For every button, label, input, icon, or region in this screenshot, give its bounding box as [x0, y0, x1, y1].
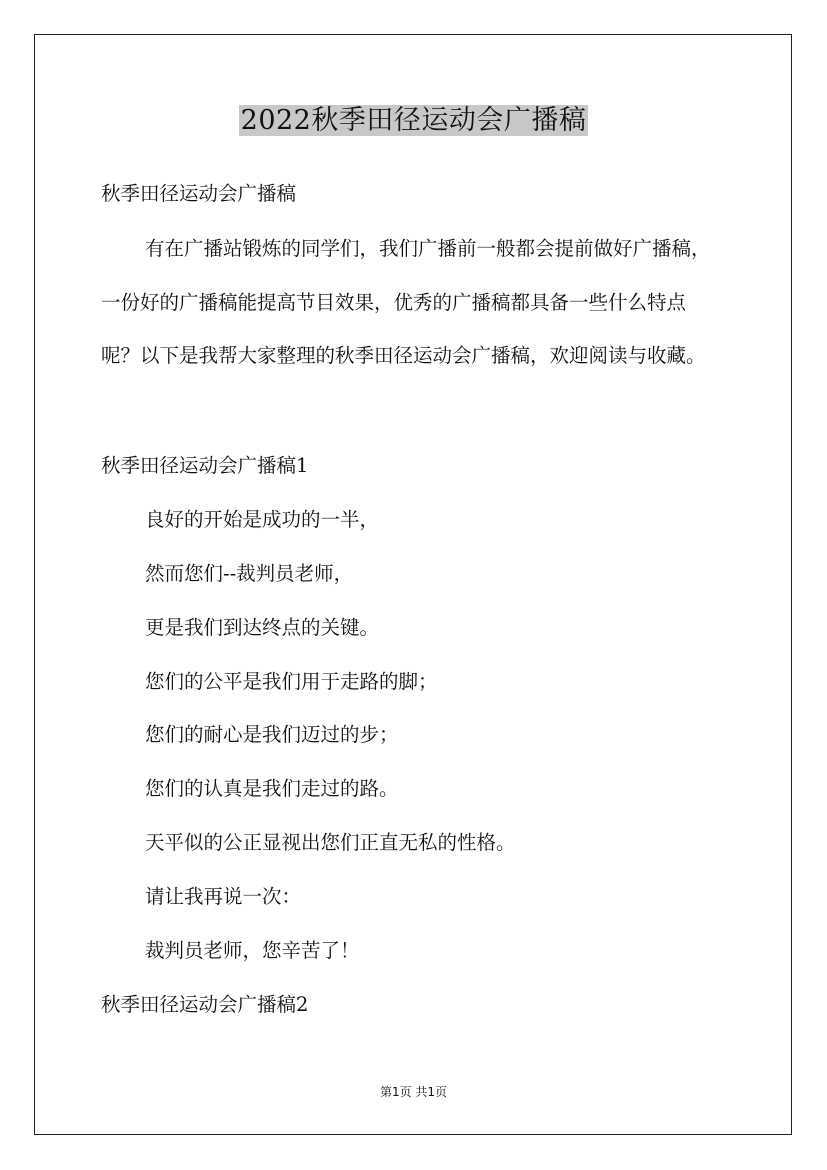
- intro-line-2: 一份好的广播稿能提高节目效果，优秀的广播稿都具备一些什么特点: [101, 291, 687, 314]
- section-2-heading: 秋季田径运动会广播稿2: [101, 993, 309, 1016]
- verse-line-5: 您们的耐心是我们迈过的步；: [145, 723, 399, 746]
- title-text: 2022秋季田径运动会广播稿: [240, 105, 587, 136]
- page-footer: [0, 1084, 827, 1100]
- verse-line-8: 请让我再说一次：: [145, 885, 302, 908]
- verse-line-4: 您们的公平是我们用于走路的脚；: [145, 670, 438, 693]
- verse-line-7: 天平似的公正显视出您们正直无私的性格。: [145, 831, 516, 854]
- page-number: 第1页 共1页: [379, 1085, 448, 1099]
- intro-line-3: 呢？以下是我帮大家整理的秋季田径运动会广播稿，欢迎阅读与收藏。: [101, 344, 706, 367]
- section-1-heading: 秋季田径运动会广播稿1: [101, 454, 309, 477]
- document-title: [0, 100, 827, 142]
- verse-line-6: 您们的认真是我们走过的路。: [145, 777, 399, 800]
- verse-line-1: 良好的开始是成功的一半，: [145, 508, 380, 531]
- intro-line-1: 有在广播站锻炼的同学们，我们广播前一般都会提前做好广播稿，: [145, 237, 711, 260]
- verse-line-3: 更是我们到达终点的关键。: [145, 616, 380, 639]
- verse-line-9: 裁判员老师，您辛苦了！: [145, 939, 360, 962]
- verse-line-2: 然而您们--裁判员老师，: [145, 562, 354, 585]
- subtitle: 秋季田径运动会广播稿: [101, 182, 297, 205]
